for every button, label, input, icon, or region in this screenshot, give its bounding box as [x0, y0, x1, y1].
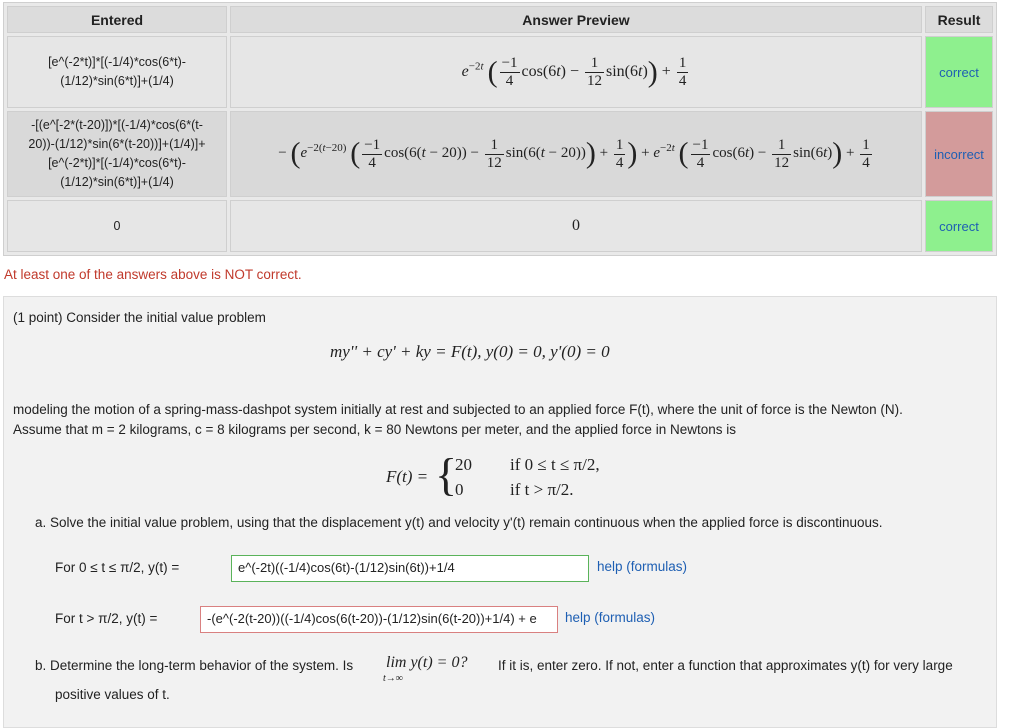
- limit-expression: lim y(t) = 0?: [386, 654, 468, 671]
- result-badge: incorrect: [925, 111, 993, 197]
- answer-1-input[interactable]: e^(-2t)((-1/4)cos(6t)-(1/12)sin(6t))+1/4: [231, 555, 589, 582]
- entered-cell: [e^(-2*t)]*[(-1/4)*cos(6*t)- (1/12)*sin(6*t)]+(1/4): [7, 36, 227, 108]
- answer-1-label: For 0 ≤ t ≤ π/2, y(t) =: [55, 560, 180, 575]
- result-header: Result: [925, 6, 993, 33]
- preview-cell: [230, 111, 922, 197]
- problem-panel: [3, 296, 997, 728]
- part-b-text-3: positive values of t.: [55, 687, 170, 702]
- part-b-text-1: b. Determine the long-term behavior of the system. Is: [35, 658, 354, 673]
- table-row: [7, 36, 993, 108]
- answer-2-input[interactable]: -(e^(-2(t-20))((-1/4)cos(6(t-20))-(1/12)sin(6(t-20))+1/4) + e: [200, 606, 558, 633]
- force-case-1-value: 20: [455, 455, 472, 474]
- result-badge: correct: [925, 200, 993, 252]
- entered-header: Entered: [7, 6, 227, 33]
- force-label: F(t) =: [386, 467, 429, 486]
- table-row: [7, 111, 993, 197]
- entered-cell: 0: [7, 200, 227, 252]
- force-case-2-value: 0: [455, 480, 464, 499]
- preview-header: Answer Preview: [230, 6, 922, 33]
- force-case-2-condition: if t > π/2.: [510, 480, 574, 499]
- problem-intro: (1 point) Consider the initial value problem: [13, 310, 266, 325]
- answer-2-label: For t > π/2, y(t) =: [55, 611, 158, 626]
- piecewise-brace: {: [435, 449, 458, 500]
- problem-description-1: modeling the motion of a spring-mass-dashpot system initially at rest and subjected to an applied force F(t), where the unit of force is the Newton (N).: [13, 402, 903, 417]
- math-preview: − ($e^{-2(t-20)}$ ( $\frac{-1}{4}$ cos(6(t − 20)) − $\frac{1}{12}$ sin(6(t − 20))) + $\frac{1}{4}$ ) + $e^{-2t}$ ( $\frac{-1}{4}$ cos(6t) − $\frac{1}{12}$ sin(6t)) + $\frac{1}{4}$: [278, 136, 870, 171]
- problem-description-2: Assume that m = 2 kilograms, c = 8 kilograms per second, k = 80 Newtons per meter, and the applied force in Newtons is: [13, 422, 736, 437]
- entered-cell: -[(e^[-2*(t-20)])*[(-1/4)*cos(6*(t- 20))-(1/12)*sin(6*(t-20))]+(1/4)]+ [e^(-2*t)]*[(-1/4)*cos(6*t)- (1/12)*sin(6*t)]+(1/4): [7, 111, 227, 197]
- preview-cell: [230, 36, 922, 108]
- table-row: [7, 200, 993, 252]
- limit-subscript: t→∞: [383, 673, 403, 684]
- part-a-text: a. Solve the initial value problem, using that the displacement y(t) and velocity y'(t) remain continuous when the applied force is discontinuous.: [35, 515, 883, 530]
- error-message: At least one of the answers above is NOT correct.: [4, 267, 302, 282]
- results-header-row: [7, 6, 993, 33]
- math-preview: $e^{-2t}$ ( $\frac{-1}{4}$ cos(6t) − $\frac{1}{12}$ sin(6t)) + $\frac{1}{4}$: [461, 54, 687, 89]
- result-badge: correct: [925, 36, 993, 108]
- help-formulas-link[interactable]: help (formulas): [565, 610, 656, 625]
- results-table: [3, 2, 997, 256]
- ivp-equation: my'' + cy' + ky = F(t), y(0) = 0, y'(0) = 0: [330, 342, 610, 361]
- help-formulas-link[interactable]: help (formulas): [597, 559, 688, 574]
- part-b-text-2: If it is, enter zero. If not, enter a function that approximates y(t) for very large: [498, 658, 953, 673]
- preview-cell: 0: [230, 200, 922, 252]
- force-case-1-condition: if 0 ≤ t ≤ π/2,: [510, 455, 600, 474]
